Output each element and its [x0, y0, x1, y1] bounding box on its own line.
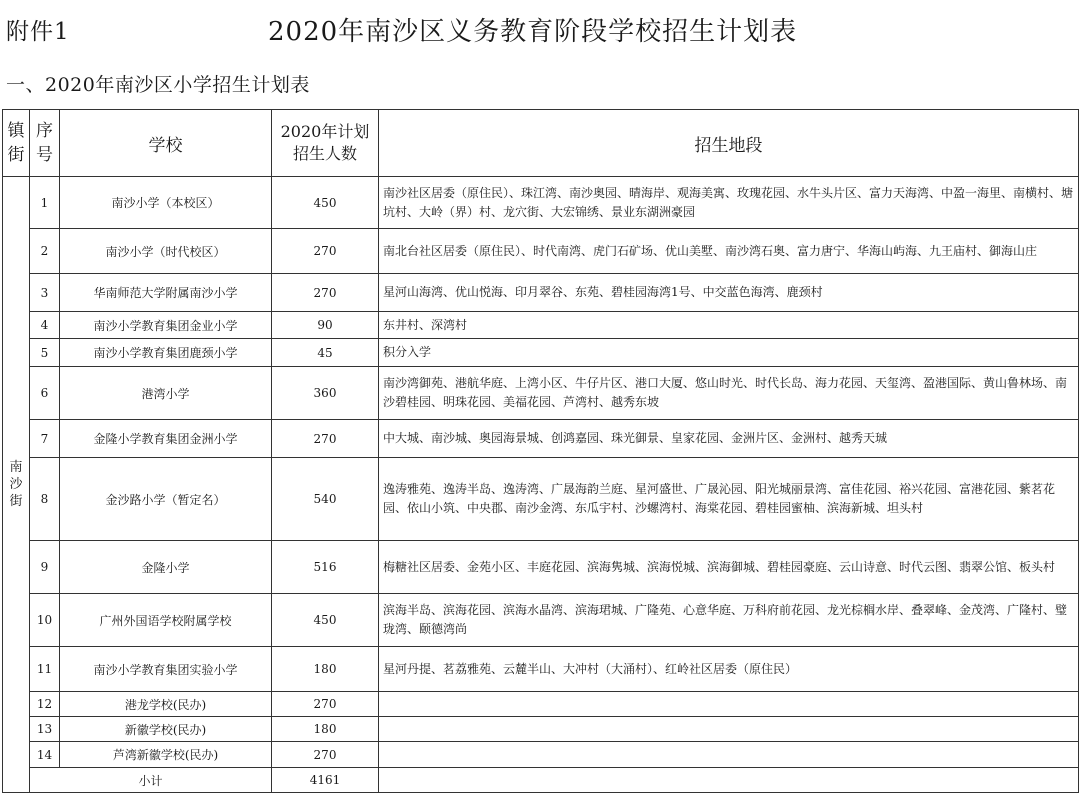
row-plan: 450 [272, 594, 379, 647]
table-row [3, 367, 1079, 420]
enrollment-plan-table [2, 109, 1079, 793]
table-row [3, 177, 1079, 229]
table-row [3, 647, 1079, 692]
row-area: 逸涛雅苑、逸涛半岛、逸涛湾、广晟海韵兰庭、星河盛世、广晟沁园、阳光城丽景湾、富佳花园、裕兴花园、富港花园、紫茗花园、依山小筑、中央郡、南沙金湾、东瓜宇村、沙螺湾村、海棠花园、碧桂园蜜柚、滨海新城、坦头村 [379, 458, 1079, 541]
row-seq: 13 [30, 717, 60, 742]
header-plan-line2: 招生人数 [292, 144, 357, 163]
header-area: 招生地段 [379, 110, 1079, 177]
row-seq: 1 [30, 177, 60, 229]
row-plan: 45 [272, 339, 379, 367]
subtotal-row [3, 768, 1079, 793]
row-area: 积分入学 [379, 339, 1079, 367]
row-area: 南沙湾御苑、港航华庭、上湾小区、牛仔片区、港口大厦、悠山时光、时代长岛、海力花园、天玺湾、盈港国际、黄山鲁林场、南沙碧桂园、明珠花园、美福花园、芦湾村、越秀东坡 [379, 367, 1079, 420]
row-area: 星河山海湾、优山悦海、印月翠谷、东苑、碧桂园海湾1号、中交蓝色海湾、鹿颈村 [379, 274, 1079, 312]
row-school: 华南师范大学附属南沙小学 [60, 274, 272, 312]
row-seq: 9 [30, 541, 60, 594]
table-row [3, 420, 1079, 458]
row-seq: 7 [30, 420, 60, 458]
table-row [3, 458, 1079, 541]
row-school: 南沙小学教育集团金业小学 [60, 312, 272, 339]
row-seq: 10 [30, 594, 60, 647]
row-area: 南沙社区居委（原住民）、珠江湾、南沙奥园、晴海岸、观海美寓、玫瑰花园、水牛头片区、富力天海湾、中盈一海里、南横村、塘坑村、大岭（界）村、龙穴街、大宏锦绣、景业东湖洲豪园 [379, 177, 1079, 229]
row-school: 金隆小学教育集团金洲小学 [60, 420, 272, 458]
row-plan: 270 [272, 420, 379, 458]
subtotal-label: 小计 [30, 768, 272, 793]
row-seq: 5 [30, 339, 60, 367]
table-row [3, 312, 1079, 339]
table-row [3, 541, 1079, 594]
row-school: 港湾小学 [60, 367, 272, 420]
row-plan: 90 [272, 312, 379, 339]
row-area [379, 692, 1079, 717]
subtotal-area [379, 768, 1079, 793]
row-area: 滨海半岛、滨海花园、滨海水晶湾、滨海珺城、广隆苑、心意华庭、万科府前花园、龙光棕榈水岸、叠翠峰、金茂湾、广隆村、璧珑湾、颐德湾尚 [379, 594, 1079, 647]
row-seq: 11 [30, 647, 60, 692]
row-school: 南沙小学（时代校区） [60, 229, 272, 274]
row-area: 中大城、南沙城、奥园海景城、创鸿嘉园、珠光御景、皇家花园、金洲片区、金洲村、越秀天珹 [379, 420, 1079, 458]
table-row [3, 742, 1079, 768]
document-title: 2020年南沙区义务教育阶段学校招生计划表 [268, 17, 798, 47]
row-seq: 3 [30, 274, 60, 312]
attachment-label: 附件1 [6, 19, 70, 45]
row-area: 星河丹提、茗荔雅苑、云麓半山、大冲村（大涌村）、红岭社区居委（原住民） [379, 647, 1079, 692]
row-plan: 360 [272, 367, 379, 420]
row-seq: 12 [30, 692, 60, 717]
row-seq: 4 [30, 312, 60, 339]
row-seq: 6 [30, 367, 60, 420]
town-cell: 南沙街 [3, 177, 30, 793]
document-header [0, 0, 1080, 66]
row-plan: 540 [272, 458, 379, 541]
row-plan: 270 [272, 229, 379, 274]
row-seq: 2 [30, 229, 60, 274]
section-title: 一、2020年南沙区小学招生计划表 [6, 74, 310, 96]
table-row [3, 339, 1079, 367]
table-header-row [3, 110, 1079, 177]
header-plan [272, 110, 379, 177]
row-area [379, 717, 1079, 742]
row-area [379, 742, 1079, 768]
row-school: 南沙小学（本校区） [60, 177, 272, 229]
table-row [3, 594, 1079, 647]
subtotal-value: 4161 [272, 768, 379, 793]
table-row [3, 692, 1079, 717]
row-school: 新徽学校(民办) [60, 717, 272, 742]
row-plan: 180 [272, 717, 379, 742]
row-school: 南沙小学教育集团鹿颈小学 [60, 339, 272, 367]
table-row [3, 274, 1079, 312]
row-area: 梅糖社区居委、金苑小区、丰庭花园、滨海隽城、滨海悦城、滨海御城、碧桂园豪庭、云山诗意、时代云图、翡翠公馆、板头村 [379, 541, 1079, 594]
row-plan: 270 [272, 742, 379, 768]
row-plan: 180 [272, 647, 379, 692]
row-plan: 270 [272, 274, 379, 312]
row-area: 东井村、深湾村 [379, 312, 1079, 339]
header-school: 学校 [60, 110, 272, 177]
row-plan: 450 [272, 177, 379, 229]
row-school: 芦湾新徽学校(民办) [60, 742, 272, 768]
row-school: 港龙学校(民办) [60, 692, 272, 717]
row-school: 金沙路小学（暂定名） [60, 458, 272, 541]
row-school: 南沙小学教育集团实验小学 [60, 647, 272, 692]
row-seq: 14 [30, 742, 60, 768]
table-row [3, 717, 1079, 742]
header-town: 镇街 [3, 110, 30, 177]
row-area: 南北台社区居委（原住民）、时代南湾、虎门石矿场、优山美墅、南沙湾石奥、富力唐宁、华海山屿海、九王庙村、御海山庄 [379, 229, 1079, 274]
header-plan-line1: 2020年计划 [280, 122, 370, 141]
row-seq: 8 [30, 458, 60, 541]
row-plan: 270 [272, 692, 379, 717]
row-plan: 516 [272, 541, 379, 594]
row-school: 金隆小学 [60, 541, 272, 594]
row-school: 广州外国语学校附属学校 [60, 594, 272, 647]
header-seq: 序号 [30, 110, 60, 177]
table-row [3, 229, 1079, 274]
